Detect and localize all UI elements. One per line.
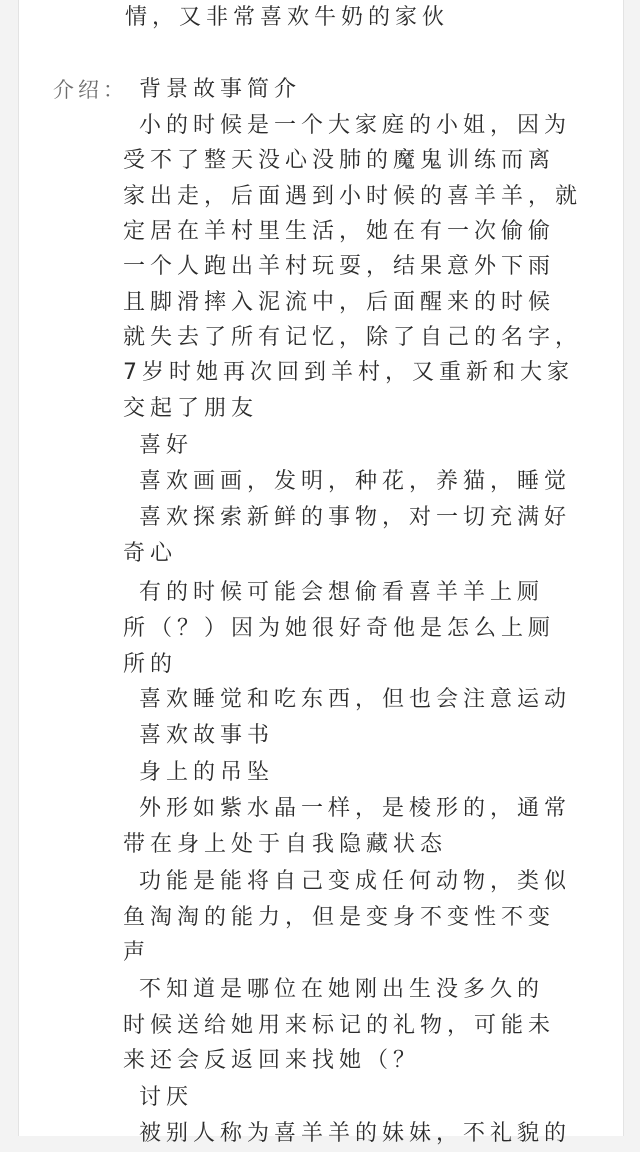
text-line: 声 xyxy=(123,940,151,965)
intro-label: 介绍： xyxy=(53,78,128,102)
section-heading: 身上的吊坠 xyxy=(139,760,275,785)
text-line: 被别人称为喜羊羊的妹妹，不礼貌的 xyxy=(139,1121,572,1146)
text-line: 功能是能将自己变成任何动物，类似 xyxy=(139,869,572,894)
text-line: 就失去了所有记忆，除了自己的名字， xyxy=(123,325,583,350)
section-heading: 背景故事简介 xyxy=(139,77,302,102)
text-line: 外形如紫水晶一样，是棱形的，通常 xyxy=(139,796,572,821)
text-line: 所的 xyxy=(123,652,178,677)
text-line: 鱼淘淘的能力，但是变身不变性不变 xyxy=(123,905,556,930)
text-line: 喜欢睡觉和吃东西，但也会注意运动 xyxy=(139,687,572,712)
section-heading: 讨厌 xyxy=(139,1085,194,1110)
text-line: 来还会反返回来找她（？ xyxy=(123,1048,421,1073)
text-line: 所（？）因为她很好奇他是怎么上厕 xyxy=(123,616,556,641)
text-line: 带在身上处于自我隐藏状态 xyxy=(123,832,448,857)
text-line: 情，又非常喜欢牛奶的家伙 xyxy=(125,5,450,30)
text-line: 喜欢画画，发明，种花，养猫，睡觉 xyxy=(139,469,572,494)
text-line: 家出走，后面遇到小时候的喜羊羊，就 xyxy=(123,184,583,209)
text-line: 定居在羊村里生活，她在有一次偷偷 xyxy=(123,219,556,244)
text-line: 喜欢故事书 xyxy=(139,723,275,748)
text-line: 且脚滑摔入泥流中，后面醒来的时候 xyxy=(123,290,556,315)
document-page xyxy=(18,0,624,1146)
text-line: 小的时候是一个大家庭的小姐，因为 xyxy=(139,113,572,138)
text-line: 一个人跑出羊村玩耍，结果意外下雨 xyxy=(123,254,556,279)
text-line: 奇心 xyxy=(123,541,178,566)
text-line: 不知道是哪位在她刚出生没多久的 xyxy=(139,977,545,1002)
text-line: 时候送给她用来标记的礼物，可能未 xyxy=(123,1013,556,1038)
text-line: 有的时候可能会想偷看喜羊羊上厕 xyxy=(139,580,545,605)
section-heading: 喜好 xyxy=(139,433,194,458)
text-line: 交起了朋友 xyxy=(123,396,259,421)
text-line: 喜欢探索新鲜的事物，对一切充满好 xyxy=(139,505,572,530)
text-line: 受不了整天没心没肺的魔鬼训练而离 xyxy=(123,148,556,173)
text-line: 7岁时她再次回到羊村，又重新和大家 xyxy=(123,360,574,385)
